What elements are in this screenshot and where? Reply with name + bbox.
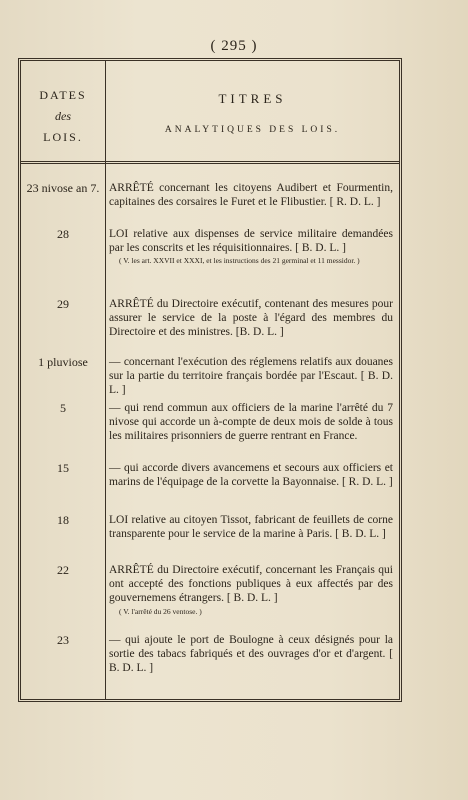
entry-date: 23 [57, 633, 69, 647]
dates-header-line1: DATES [39, 88, 87, 102]
entry-note: ( V. les art. XXVII et XXXI, et les instructions des 21 germinal et 11 messidor. ) [119, 256, 360, 266]
dates-header-line3: LOIS. [43, 130, 83, 144]
titres-subheader: ANALYTIQUES DES LOIS. [164, 125, 341, 135]
entry-date: 18 [57, 513, 69, 527]
dates-column-header [21, 85, 105, 148]
dates-header-line2: des [55, 109, 71, 123]
header-rule [21, 161, 399, 164]
entry-date: 1 pluviose [38, 355, 88, 369]
page-number: ( 295 ) [210, 38, 258, 54]
entry-text: — qui accorde divers avancemens et secours aux officiers et marins de l'équipage de la corvette la Bayonnaise. [ R. D. L. ] [109, 462, 393, 489]
column-divider [105, 61, 106, 699]
entry-date: 22 [57, 563, 69, 577]
entry-text: — qui ajoute le port de Boulogne à ceux désignés pour la sortie des tabacs fabriqués et des ouvrages d'or et d'argent. [ B. D. L. ] [109, 634, 393, 675]
entry-text: ARRÊTÉ du Directoire exécutif, concernant les Français qui ont accepté des fonctions publiques à eux affectés par des gouvernemens étrangers. [ B. D. L. ] [109, 564, 393, 605]
entry-date: 28 [57, 227, 69, 241]
entry-date: 15 [57, 461, 69, 475]
entry-date: 23 nivose an 7. [26, 181, 100, 195]
entry-note: ( V. l'arrêté du 26 ventose. ) [119, 606, 202, 616]
entry-text: LOI relative aux dispenses de service militaire demandées par les conscrits et les réquisitionnaires. [ B. D. L. ] [109, 228, 393, 255]
entry-text: — qui rend commun aux officiers de la marine l'arrêté du 7 nivose qui accorde un à-compte de deux mois de solde à tous les militaires prisonniers de guerre rentrant en France. [109, 402, 393, 443]
entry-text: LOI relative au citoyen Tissot, fabricant de feuillets de corne transparente pour le service de la marine à Paris. [ B. D. L. ] [109, 514, 393, 541]
titres-column-header: TITRES [218, 91, 287, 106]
entry-date: 29 [57, 297, 69, 311]
entry-text: — concernant l'exécution des réglemens relatifs aux douanes sur la partie du territoire français bordée par l'Escaut. [ B. D. L. ] [109, 356, 393, 397]
entry-date: 5 [60, 401, 66, 415]
entry-text: ARRÊTÉ concernant les citoyens Audibert et Fourmentin, capitaines des corsaires le Furet et le Flibustier. [ R. D. L. ] [109, 182, 393, 209]
entry-text: ARRÊTÉ du Directoire exécutif, contenant des mesures pour assurer le service de la poste à l'égard des membres du Directoire et des ministres. [B. D. L. ] [109, 298, 393, 339]
table-frame [18, 58, 402, 702]
